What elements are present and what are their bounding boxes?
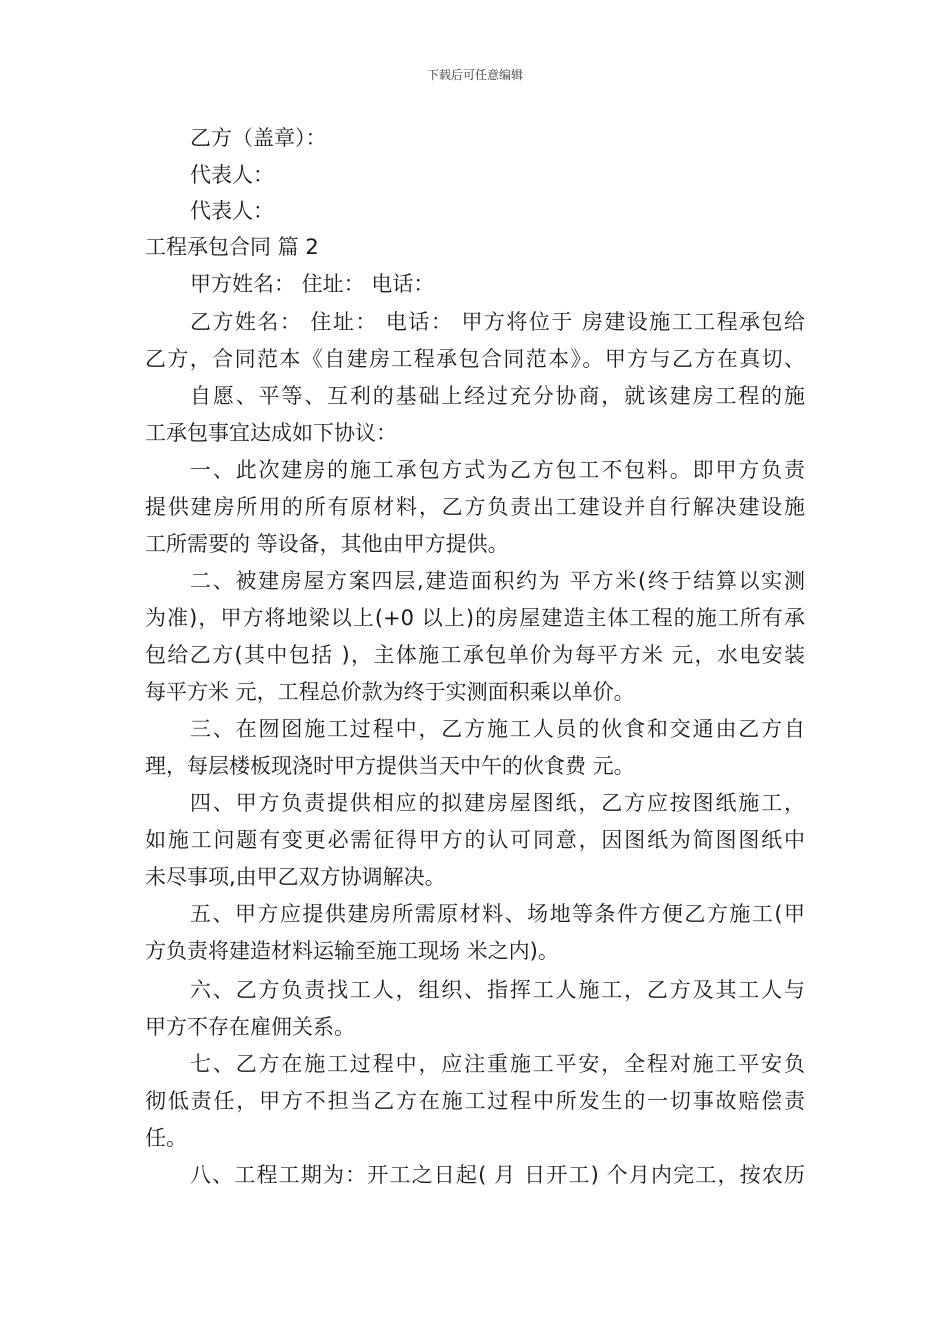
page-header-note: 下载后可任意编辑: [426, 68, 523, 82]
party-b-seal-line: 乙方（盖章）：: [190, 126, 327, 150]
party-a-info-line: 甲方姓名： 住址： 电话：: [190, 272, 435, 296]
section-title: 工程承包合同 篇 2: [145, 235, 319, 259]
paragraph-line: 二、被建房屋方案四层,建造面积约为 平方米(终于结算以实测: [190, 569, 805, 593]
paragraph-line: 甲方不存在雇佣关系。: [145, 1015, 355, 1039]
paragraph-line: 为准)，甲方将地梁以上(+0 以上)的房屋建造主体工程的施工所有承: [145, 606, 805, 630]
paragraph-line: 乙方，合同范本《自建房工程承包合同范本》。甲方与乙方在真切、: [145, 347, 805, 371]
paragraph-line: 七、乙方在施工过程中，应注重施工平安，全程对施工平安负: [190, 1052, 805, 1076]
paragraph-line: 自愿、平等、互利的基础上经过充分协商，就该建房工程的施: [190, 384, 805, 408]
paragraph-line: 五、甲方应提供建房所需原材料、场地等条件方便乙方施工(甲: [190, 902, 805, 926]
paragraph-line: 乙方姓名： 住址： 电话： 甲方将位于 房建设施工工程承包给: [190, 310, 805, 334]
paragraph-line: 每平方米 元，工程总价款为终于实测面积乘以单价。: [145, 680, 635, 704]
paragraph-line: 三、在囫囵施工过程中，乙方施工人员的伙食和交通由乙方自: [190, 717, 805, 741]
paragraph-line: 工承包事宜达成如下协议：: [145, 421, 397, 445]
paragraph-line: 包给乙方(其中包括 )，主体施工承包单价为每平方米 元，水电安装: [145, 643, 805, 667]
paragraph-line: 任。: [145, 1126, 187, 1150]
paragraph-line: 工所需要的 等设备，其他由甲方提供。: [145, 532, 509, 556]
representative-line-2: 代表人：: [190, 199, 274, 223]
paragraph-line: 八、工程工期为：开工之日起( 月 日开工) 个月内完工，按农历: [190, 1163, 805, 1187]
paragraph-line: 理，每层楼板现浇时甲方提供当天中午的伙食费 元。: [145, 754, 635, 778]
paragraph-line: 彻低责任，甲方不担当乙方在施工过程中所发生的一切事故赔偿责: [145, 1089, 805, 1113]
paragraph-line: 方负责将建造材料运输至施工现场 米之内)。: [145, 939, 559, 963]
representative-line-1: 代表人：: [190, 163, 274, 187]
paragraph-line: 四、甲方负责提供相应的拟建房屋图纸，乙方应按图纸施工，: [190, 791, 805, 815]
paragraph-line: 未尽事项,由甲乙双方协调解决。: [145, 865, 446, 889]
paragraph-line: 一、此次建房的施工承包方式为乙方包工不包料。即甲方负责: [190, 458, 805, 482]
paragraph-line: 如施工问题有变更必需征得甲方的认可同意，因图纸为简图图纸中: [145, 828, 805, 852]
paragraph-line: 六、乙方负责找工人，组织、指挥工人施工，乙方及其工人与: [190, 978, 805, 1002]
paragraph-line: 提供建房所用的所有原材料，乙方负责出工建设并自行解决建设施: [145, 495, 805, 519]
